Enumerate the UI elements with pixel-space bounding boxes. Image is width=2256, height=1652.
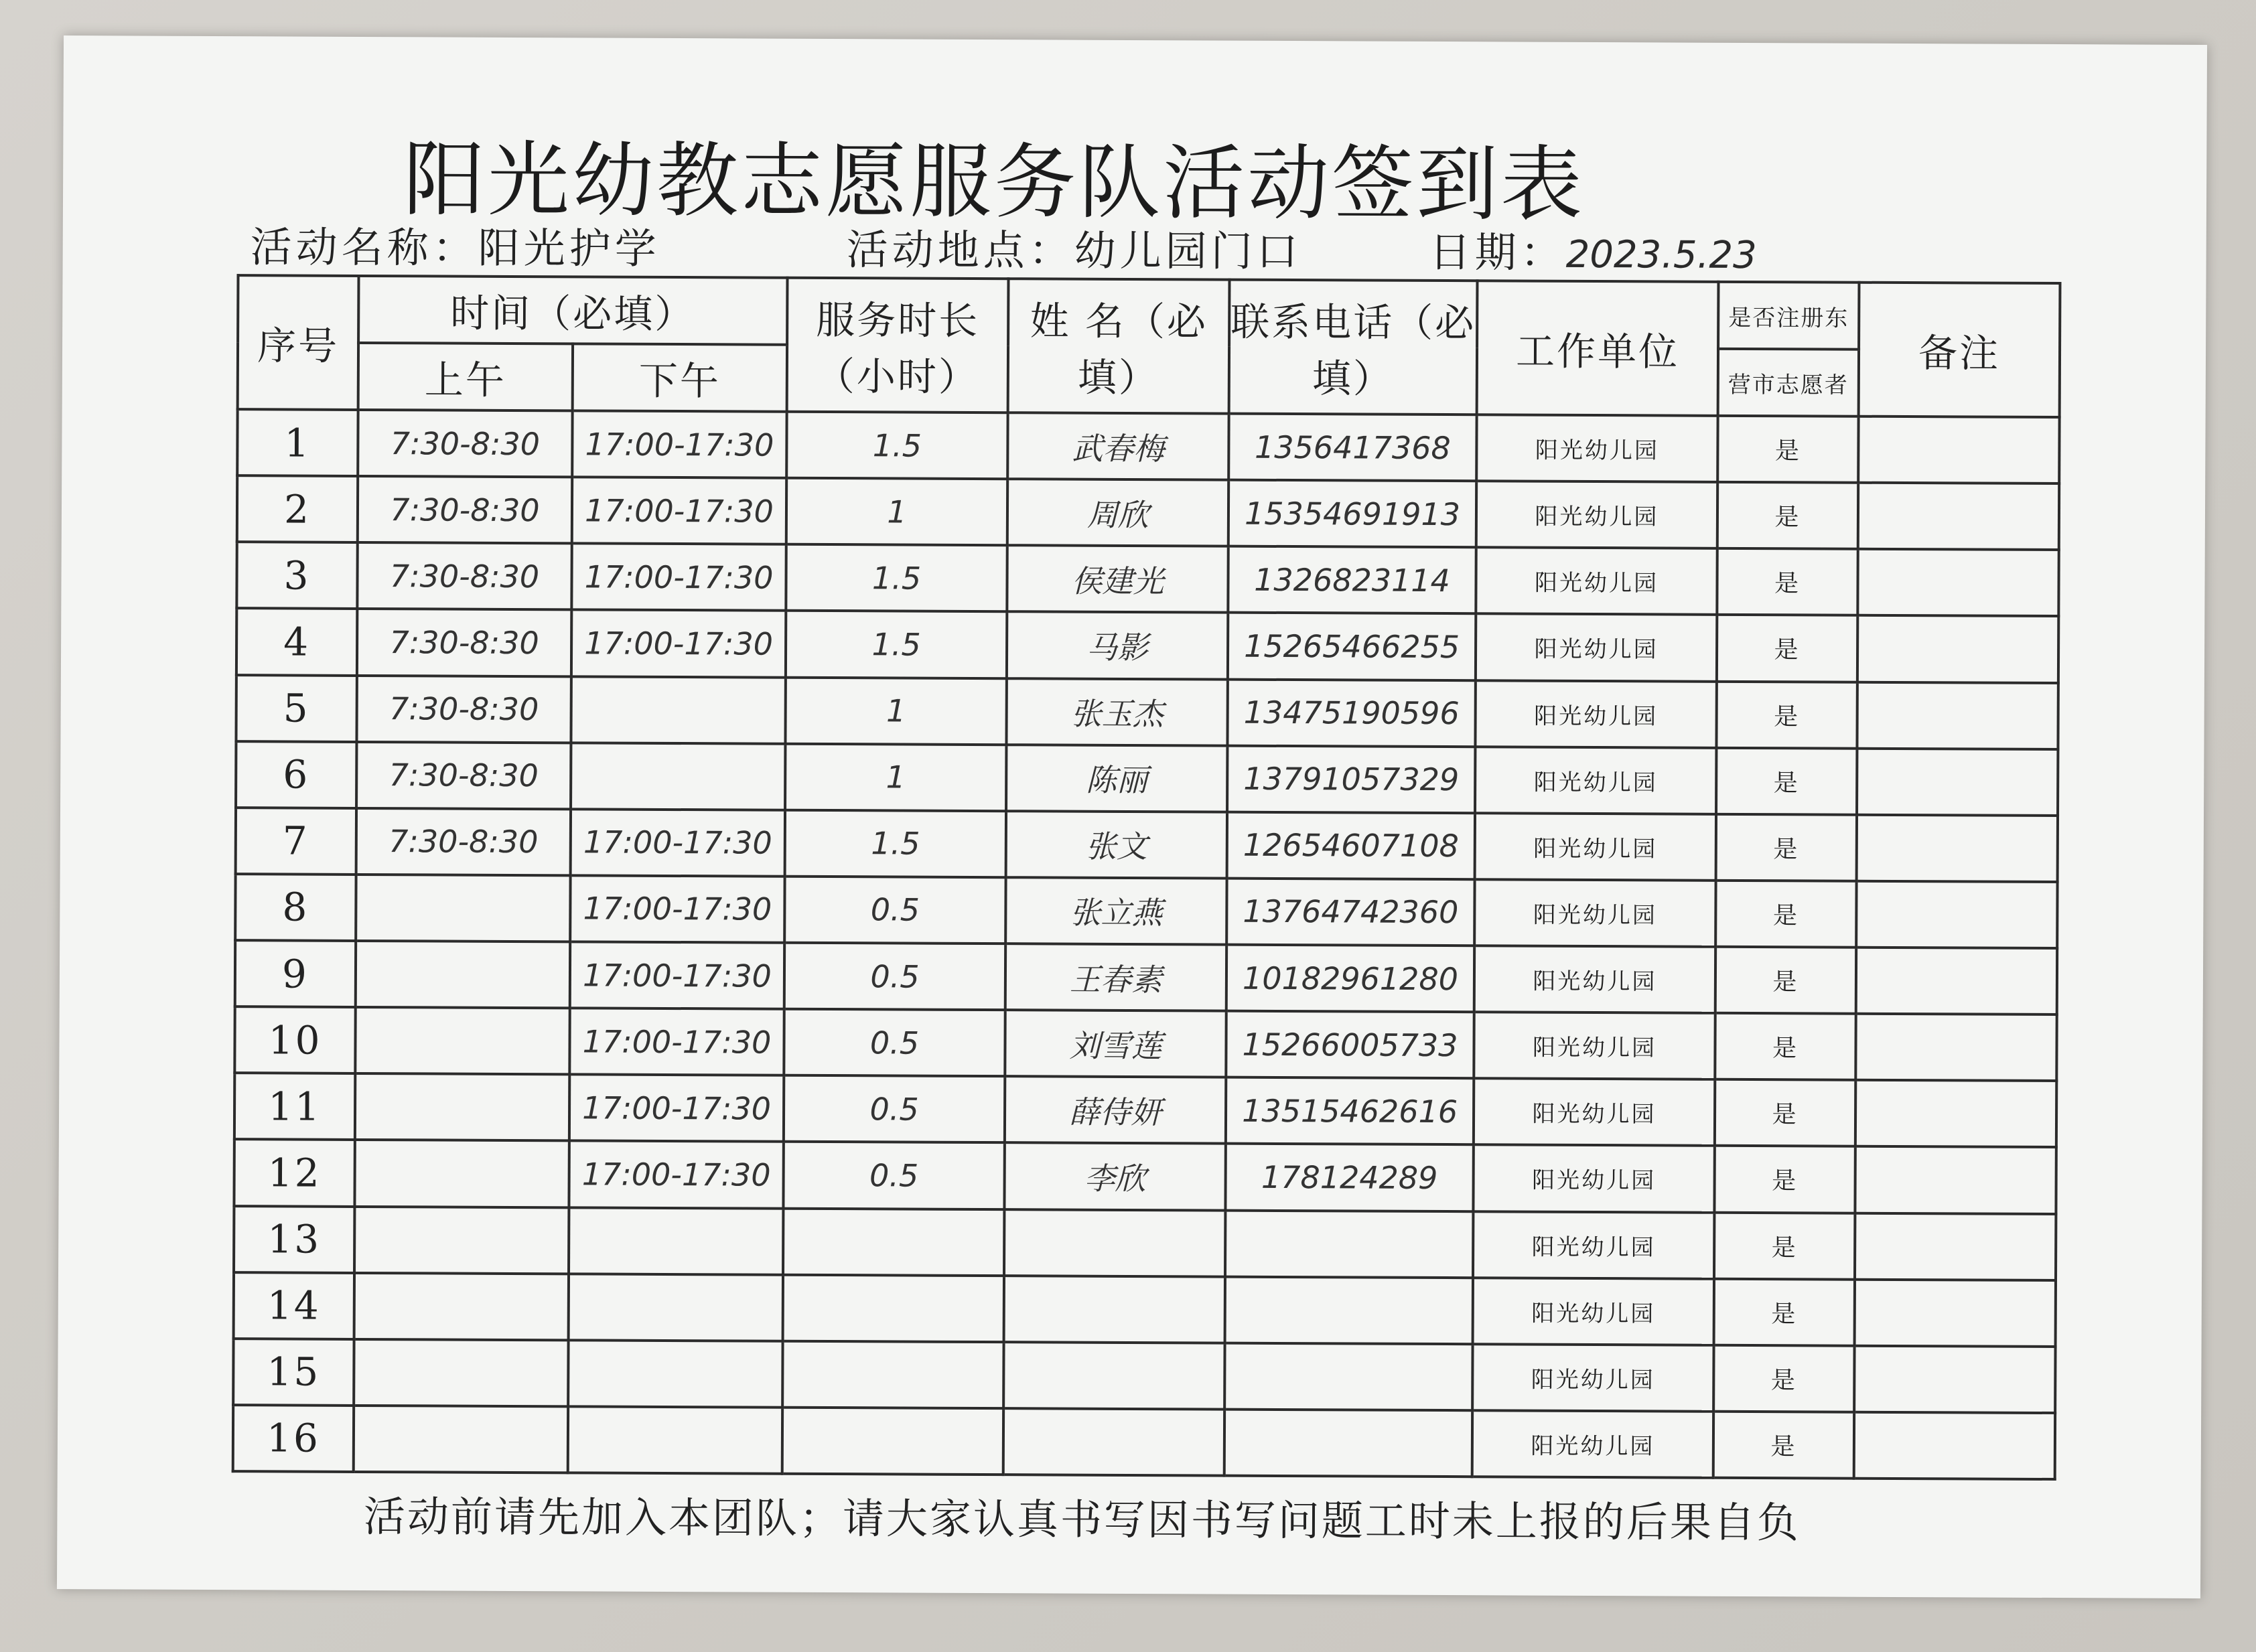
row-registered: 是 [1715,947,1856,1014]
row-phone: 12654607108 [1227,812,1475,879]
table-row [234,1140,2056,1214]
row-pm-time: 17:00-17:30 [571,610,786,678]
row-phone: 13515462616 [1226,1077,1474,1145]
row-pm-time: 17:00-17:30 [571,544,786,611]
row-org: 阳光幼儿园 [1472,1410,1713,1478]
row-name: 李欣 [1004,1143,1225,1211]
row-registered: 是 [1716,814,1857,881]
row-name: 周欣 [1007,479,1228,546]
row-name: 张文 [1006,811,1227,879]
header-phone: 联系电话（必填） [1229,280,1478,415]
row-phone: 13764742360 [1226,878,1474,946]
row-duration: 1.5 [786,611,1007,678]
header-remark: 备注 [1859,283,2060,417]
row-pm-time: 17:00-17:30 [569,1008,784,1075]
row-org: 阳光幼儿园 [1476,614,1717,682]
table-row [234,1073,2056,1147]
header-time: 时间（必填） [358,276,787,345]
table-row [234,1006,2056,1081]
row-am-time [354,1339,568,1407]
row-pm-time [569,1207,783,1275]
activity-name-field [251,214,660,275]
row-name [1003,1342,1224,1410]
row-am-time: 7:30-8:30 [358,410,572,477]
header-duration: 服务时长（小时） [787,278,1009,412]
row-name: 王春素 [1005,944,1226,1011]
row-remark [1857,682,2058,749]
row-am-time [356,875,570,942]
activity-name-value: 阳光护学 [478,223,660,273]
table-row [234,1272,2056,1347]
row-remark [1855,1279,2056,1346]
row-phone [1225,1276,1473,1344]
row-name: 张玉杰 [1006,678,1227,746]
header-name: 姓 名（必填） [1008,279,1230,413]
row-org: 阳光幼儿园 [1474,1012,1715,1079]
row-name [1004,1209,1225,1277]
row-duration: 1 [786,478,1007,546]
row-registered: 是 [1713,1345,1854,1412]
row-remark [1855,1080,2056,1147]
row-remark [1855,1146,2056,1213]
row-am-time [354,1206,569,1274]
row-registered: 是 [1714,1212,1855,1279]
row-am-time [354,1406,568,1473]
row-am-time [354,1273,569,1341]
row-pm-time: 17:00-17:30 [570,875,784,943]
table-row [236,609,2058,683]
row-org: 阳光幼儿园 [1473,1145,1714,1213]
header-registered-bottom: 营市志愿者 [1718,349,1859,417]
row-am-time: 7:30-8:30 [356,675,571,743]
table-row [233,1339,2055,1413]
row-pm-time: 17:00-17:30 [569,1075,784,1142]
footer-note: 活动前请先加入本团队；请大家认真书写因书写问题工时未上报的后果自负 [363,1492,1801,1548]
sign-in-sheet-paper [57,35,2207,1598]
row-name: 陈丽 [1006,745,1227,812]
row-duration: 0.5 [784,1009,1005,1077]
row-index: 14 [234,1272,354,1339]
row-phone: 1326823114 [1228,546,1476,614]
row-duration [783,1208,1004,1276]
row-registered: 是 [1717,482,1858,549]
table-row [235,940,2057,1015]
row-index: 4 [236,609,357,676]
row-index: 12 [234,1140,354,1207]
row-phone [1224,1409,1472,1477]
table-row [237,409,2059,483]
header-org: 工作单位 [1477,281,1719,416]
row-am-time: 7:30-8:30 [358,476,572,544]
location-value: 幼儿园门口 [1074,226,1302,277]
row-phone: 15265466255 [1228,613,1476,680]
row-pm-time [568,1340,782,1408]
row-index: 5 [236,675,356,742]
row-org: 阳光幼儿园 [1475,680,1716,748]
table-row [236,808,2058,882]
row-phone [1224,1343,1472,1410]
header-index: 序号 [238,275,359,410]
row-duration [782,1408,1003,1475]
row-name: 马影 [1007,612,1228,680]
row-phone [1225,1210,1473,1278]
row-phone: 178124289 [1225,1144,1473,1211]
row-pm-time: 17:00-17:30 [572,410,786,478]
row-name: 武春梅 [1007,412,1228,480]
row-name: 刘雪莲 [1005,1010,1226,1077]
row-duration: 1.5 [786,412,1007,479]
row-registered: 是 [1715,881,1856,948]
row-pm-time [569,1274,783,1341]
row-remark [1855,1213,2056,1280]
activity-name-label: 活动名称： [250,222,478,273]
row-duration: 1 [785,743,1006,811]
date-label: 日期： [1429,227,1566,277]
header-am: 上午 [358,343,573,410]
row-name [1004,1276,1225,1343]
row-org: 阳光幼儿园 [1474,879,1715,947]
location-field [847,216,1302,278]
row-org: 阳光幼儿园 [1476,481,1717,548]
row-remark [1855,1014,2056,1081]
row-am-time [354,1140,569,1207]
row-index: 10 [234,1006,355,1073]
row-registered: 是 [1715,1079,1855,1146]
row-remark [1857,748,2058,815]
table-row [236,542,2058,616]
row-remark [1856,948,2057,1015]
location-label: 活动地点： [846,225,1074,275]
row-org: 阳光幼儿园 [1474,1078,1715,1146]
table-row [234,1206,2056,1280]
row-remark [1857,814,2058,881]
date-field [1429,219,1757,280]
row-duration: 0.5 [783,1142,1004,1209]
row-index: 13 [234,1206,354,1273]
sign-in-rows [233,409,2060,1479]
row-am-time [355,1073,569,1141]
row-org: 阳光幼儿园 [1473,1211,1714,1279]
row-pm-time [571,743,785,810]
row-registered: 是 [1717,615,1857,682]
row-index: 3 [236,542,357,609]
header-registered-top: 是否注册东 [1718,282,1859,350]
row-am-time: 7:30-8:30 [357,542,571,610]
row-pm-time: 17:00-17:30 [572,477,786,544]
row-remark [1856,881,2057,948]
row-registered: 是 [1716,747,1857,814]
table-row [237,475,2059,550]
date-value: 2023.5.23 [1565,232,1757,278]
row-phone: 15354691913 [1228,480,1476,548]
row-registered: 是 [1714,1146,1855,1213]
row-duration: 0.5 [784,877,1005,944]
row-registered: 是 [1716,681,1857,748]
row-phone: 13791057329 [1227,745,1475,813]
table-row [236,741,2058,816]
row-am-time: 7:30-8:30 [356,808,571,876]
row-pm-time: 17:00-17:30 [569,1141,783,1209]
row-am-time: 7:30-8:30 [356,742,571,810]
row-index: 2 [237,475,358,542]
row-duration: 1.5 [786,544,1007,612]
row-duration [783,1274,1004,1342]
row-am-time [355,1007,569,1075]
row-org: 阳光幼儿园 [1472,1344,1713,1412]
row-phone: 15266005733 [1226,1011,1474,1079]
row-index: 16 [233,1405,354,1472]
row-remark [1858,417,2059,483]
row-index: 1 [237,409,358,476]
row-remark [1857,615,2058,682]
header-pm: 下午 [573,344,787,411]
row-duration: 1.5 [785,810,1006,877]
row-pm-time [571,676,785,744]
row-duration: 0.5 [784,1075,1005,1143]
row-remark [1857,549,2058,616]
row-index: 8 [235,874,356,941]
row-registered: 是 [1714,1278,1855,1345]
row-remark [1854,1412,2055,1479]
table-row [236,675,2058,749]
row-name: 侯建光 [1007,545,1228,613]
table-row [235,874,2057,948]
row-org: 阳光幼儿园 [1476,547,1717,615]
row-org: 阳光幼儿园 [1475,813,1716,881]
row-org: 阳光幼儿园 [1474,946,1715,1013]
row-remark [1858,483,2059,550]
table-row [233,1405,2055,1479]
row-org: 阳光幼儿园 [1475,747,1716,814]
row-phone: 10182961280 [1226,945,1474,1012]
row-name [1003,1408,1224,1476]
row-index: 6 [236,741,356,808]
row-name: 张立燕 [1005,877,1226,945]
row-phone: 1356417368 [1228,414,1476,481]
row-remark [1854,1345,2055,1412]
row-name: 薛侍妍 [1005,1076,1226,1144]
row-duration: 1 [785,677,1006,745]
row-duration [782,1341,1003,1408]
row-index: 11 [234,1073,355,1140]
row-pm-time [568,1406,782,1474]
row-duration: 0.5 [784,943,1005,1010]
row-pm-time: 17:00-17:30 [571,809,785,877]
row-org: 阳光幼儿园 [1476,415,1717,482]
row-registered: 是 [1717,548,1857,615]
row-am-time [356,941,570,1008]
page-title: 阳光幼教志愿服务队活动签到表 [403,132,1585,232]
row-registered: 是 [1713,1412,1854,1479]
row-am-time: 7:30-8:30 [357,609,571,676]
sign-in-table [232,274,2062,1481]
row-index: 7 [236,808,356,875]
row-index: 15 [233,1339,354,1406]
row-registered: 是 [1715,1013,1855,1080]
row-org: 阳光幼儿园 [1473,1278,1714,1345]
row-index: 9 [235,940,356,1007]
row-pm-time: 17:00-17:30 [570,942,784,1009]
row-registered: 是 [1717,416,1858,483]
row-phone: 13475190596 [1227,679,1475,747]
